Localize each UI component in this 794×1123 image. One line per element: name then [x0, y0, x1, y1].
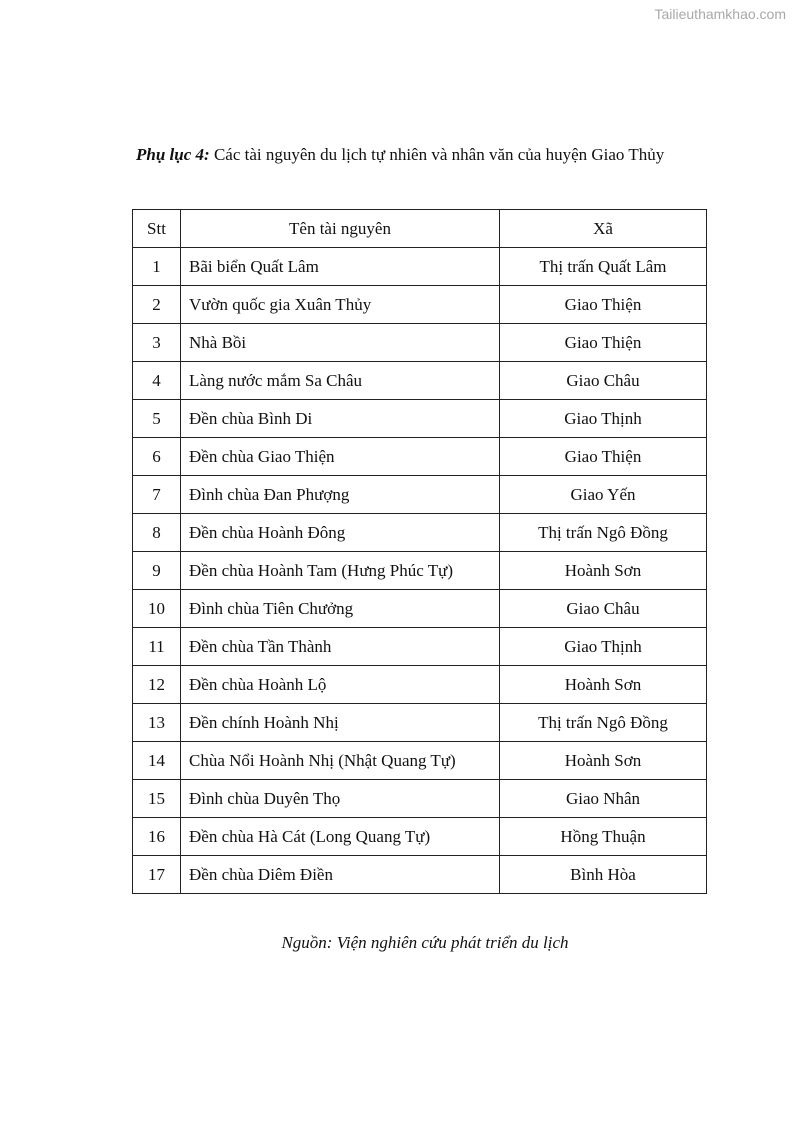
cell-resource-name: Làng nước mắm Sa Châu	[181, 362, 500, 400]
header-commune: Xã	[500, 210, 707, 248]
table-row	[133, 438, 707, 476]
table-row	[133, 704, 707, 742]
table-row	[133, 590, 707, 628]
table-body	[133, 248, 707, 894]
cell-commune: Giao Yến	[500, 476, 707, 514]
cell-resource-name: Chùa Nổi Hoành Nhị (Nhật Quang Tự)	[181, 742, 500, 780]
cell-stt: 17	[133, 856, 181, 894]
cell-commune: Giao Nhân	[500, 780, 707, 818]
cell-stt: 9	[133, 552, 181, 590]
table-row	[133, 742, 707, 780]
cell-resource-name: Bãi biển Quất Lâm	[181, 248, 500, 286]
cell-resource-name: Đền chùa Giao Thiện	[181, 438, 500, 476]
cell-resource-name: Đình chùa Duyên Thọ	[181, 780, 500, 818]
table-header-row	[133, 210, 707, 248]
caption-lead: Phụ lục 4:	[136, 145, 210, 164]
cell-resource-name: Đình chùa Đan Phượng	[181, 476, 500, 514]
resources-table	[132, 209, 707, 894]
cell-resource-name: Đình chùa Tiên Chưởng	[181, 590, 500, 628]
cell-resource-name: Đền chính Hoành Nhị	[181, 704, 500, 742]
source-note: Nguồn: Viện nghiên cứu phát triển du lịch	[281, 933, 569, 952]
header-stt: Stt	[133, 210, 181, 248]
cell-stt: 12	[133, 666, 181, 704]
cell-resource-name: Nhà Bồi	[181, 324, 500, 362]
cell-commune: Giao Thịnh	[500, 628, 707, 666]
table-row	[133, 476, 707, 514]
cell-commune: Thị trấn Ngô Đồng	[500, 704, 707, 742]
cell-stt: 13	[133, 704, 181, 742]
cell-stt: 5	[133, 400, 181, 438]
header-resource-name: Tên tài nguyên	[181, 210, 500, 248]
cell-stt: 2	[133, 286, 181, 324]
cell-commune: Giao Châu	[500, 590, 707, 628]
cell-stt: 3	[133, 324, 181, 362]
cell-stt: 16	[133, 818, 181, 856]
watermark: Tailieuthamkhao.com	[654, 6, 786, 22]
cell-commune: Hoành Sơn	[500, 552, 707, 590]
cell-resource-name: Đền chùa Hà Cát (Long Quang Tự)	[181, 818, 500, 856]
table-row	[133, 400, 707, 438]
cell-commune: Thị trấn Quất Lâm	[500, 248, 707, 286]
table-caption	[136, 145, 756, 165]
cell-commune: Hoành Sơn	[500, 666, 707, 704]
table-row	[133, 362, 707, 400]
cell-resource-name: Vườn quốc gia Xuân Thủy	[181, 286, 500, 324]
table-row	[133, 552, 707, 590]
cell-resource-name: Đền chùa Hoành Lộ	[181, 666, 500, 704]
cell-commune: Hồng Thuận	[500, 818, 707, 856]
cell-stt: 10	[133, 590, 181, 628]
table-row	[133, 286, 707, 324]
cell-stt: 1	[133, 248, 181, 286]
table-row	[133, 666, 707, 704]
cell-stt: 4	[133, 362, 181, 400]
table-row	[133, 248, 707, 286]
cell-resource-name: Đền chùa Hoành Đông	[181, 514, 500, 552]
caption-text: Các tài nguyên du lịch tự nhiên và nhân văn của huyện Giao Thủy	[209, 145, 665, 164]
cell-resource-name: Đền chùa Diêm Điền	[181, 856, 500, 894]
cell-stt: 11	[133, 628, 181, 666]
cell-stt: 14	[133, 742, 181, 780]
cell-commune: Hoành Sơn	[500, 742, 707, 780]
cell-stt: 6	[133, 438, 181, 476]
cell-stt: 15	[133, 780, 181, 818]
table-row	[133, 856, 707, 894]
cell-stt: 8	[133, 514, 181, 552]
cell-commune: Thị trấn Ngô Đồng	[500, 514, 707, 552]
cell-resource-name: Đền chùa Tần Thành	[181, 628, 500, 666]
cell-commune: Giao Thiện	[500, 324, 707, 362]
table-row	[133, 514, 707, 552]
table-row	[133, 818, 707, 856]
table-row	[133, 628, 707, 666]
cell-commune: Giao Châu	[500, 362, 707, 400]
cell-commune: Giao Thiện	[500, 286, 707, 324]
table-row	[133, 324, 707, 362]
cell-commune: Giao Thiện	[500, 438, 707, 476]
cell-resource-name: Đền chùa Hoành Tam (Hưng Phúc Tự)	[181, 552, 500, 590]
cell-commune: Giao Thịnh	[500, 400, 707, 438]
table-row	[133, 780, 707, 818]
cell-commune: Bình Hòa	[500, 856, 707, 894]
cell-stt: 7	[133, 476, 181, 514]
cell-resource-name: Đền chùa Bình Di	[181, 400, 500, 438]
